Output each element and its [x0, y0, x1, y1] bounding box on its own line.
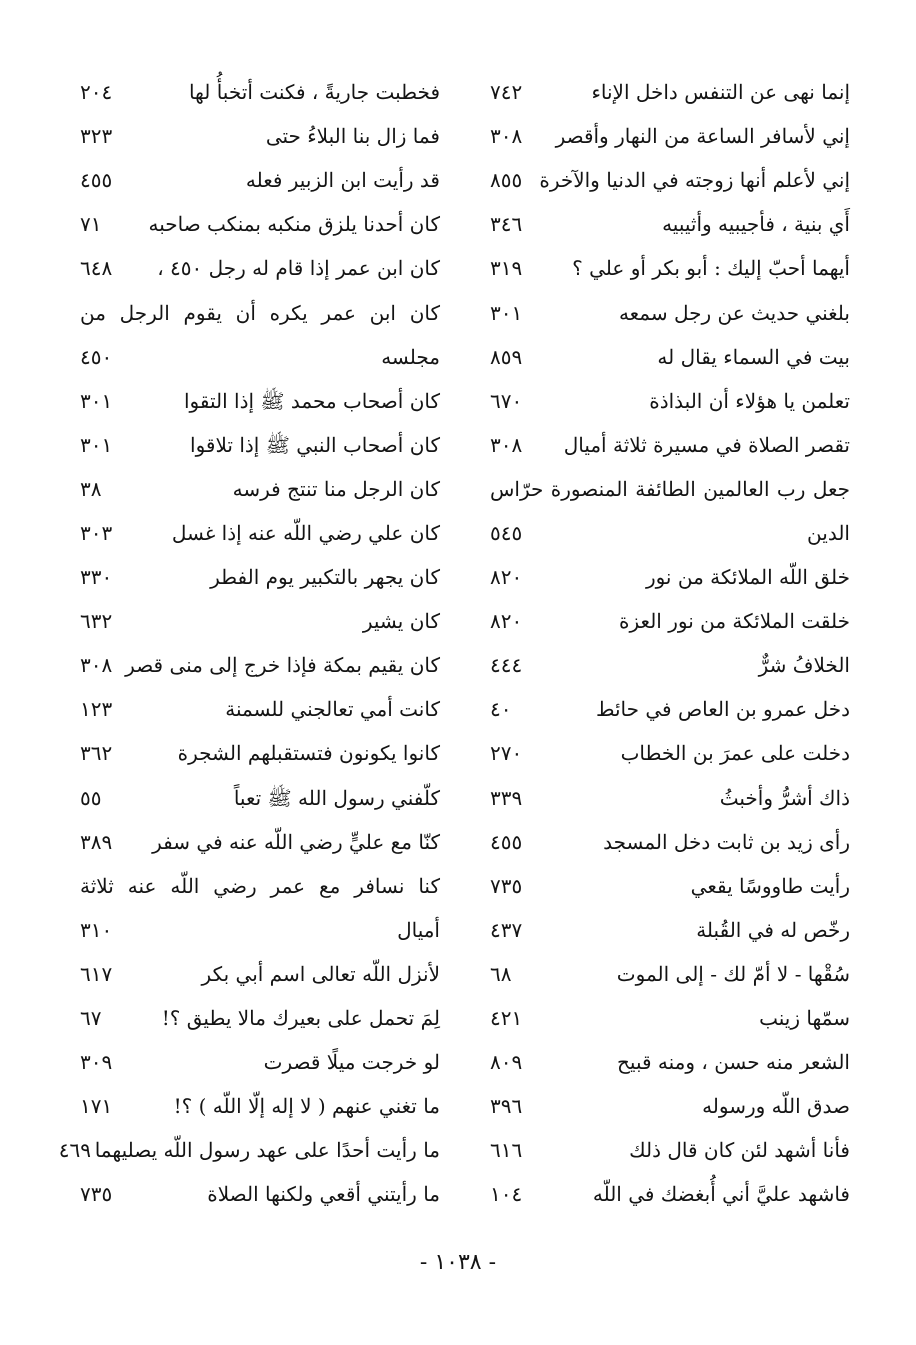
index-entry [80, 246, 440, 290]
entry-text: كان يشير [362, 609, 440, 634]
index-entry [80, 335, 440, 379]
entry-page-number: ٣٠٣ [80, 520, 113, 545]
entry-text: كان ابن عمر يكره أن يقوم الرجل من [80, 300, 440, 325]
entry-text: كنّا مع عليٍّ رضي اللّه عنه في سفر [152, 829, 440, 854]
index-entry [490, 158, 850, 202]
entry-page-number: ٣٢٣ [80, 124, 113, 149]
entry-text: تعلمن يا هؤلاء أن البذاذة [649, 388, 850, 413]
entry-page-number: ٢٠٤ [80, 80, 113, 105]
index-entry [80, 599, 440, 643]
entry-text: أَي بنية ، فأجيبيه وأثيبيه [662, 212, 850, 237]
index-entry [490, 511, 850, 555]
entry-text: كان أصحاب النبي ﷺ إذا تلاقوا [190, 432, 440, 457]
index-entry [490, 1128, 850, 1172]
entry-text: ما رأيتني أقعي ولكنها الصلاة [207, 1182, 440, 1207]
entry-text: تقصر الصلاة في مسيرة ثلاثة أميال [563, 432, 850, 457]
entry-text: ما رأيت أحدًا على عهد رسول اللّه يصليهما [94, 1138, 440, 1163]
entry-page-number: ٣٠٨ [490, 432, 523, 457]
entry-page-number: ٧٣٥ [490, 873, 523, 898]
entry-text: قد رأيت ابن الزبير فعله [245, 168, 440, 193]
index-entry [80, 467, 440, 511]
entry-text: بيت في السماء يقال له [657, 344, 850, 369]
index-entry [490, 290, 850, 334]
entry-page-number: ٦٨ [490, 961, 512, 986]
entry-text: ذاك أشرُّ وأخبثُ [719, 785, 850, 810]
index-entry [80, 555, 440, 599]
entry-text: لأنزل اللّه تعالى اسم أبي بكر [201, 961, 440, 986]
entry-page-number: ٣٠٨ [490, 124, 523, 149]
index-entry [490, 70, 850, 114]
index-entry [490, 908, 850, 952]
index-entry [80, 908, 440, 952]
entry-page-number: ٣٠٩ [80, 1050, 113, 1075]
entry-page-number: ٧١ [80, 212, 102, 237]
entry-text: لو خرجت ميلًا قصرت [263, 1050, 440, 1075]
index-entry [80, 158, 440, 202]
index-entry [80, 687, 440, 731]
entry-text: جعل رب العالمين الطائفة المنصورة حرّاس [490, 476, 850, 501]
entry-text: رأيت طاووسًا يقعي [690, 873, 850, 898]
entry-text: خلقت الملائكة من نور العزة [619, 609, 850, 634]
index-entry [80, 952, 440, 996]
entry-page-number: ٣٠١ [490, 300, 523, 325]
entry-text: كان علي رضي اللّه عنه إذا غسل [171, 520, 440, 545]
index-entry [490, 202, 850, 246]
index-entry [80, 423, 440, 467]
entry-text: رأى زيد بن ثابت دخل المسجد [603, 829, 850, 854]
entry-page-number: ٤٥٥ [80, 168, 113, 193]
entry-text: فخطبت جاريةً ، فكنت أتخبأُ لها [188, 80, 440, 105]
entry-page-number: ٤٠ [490, 697, 512, 722]
entry-text: دخل عمرو بن العاص في حائط [596, 697, 850, 722]
entry-page-number: ٨٥٥ [490, 168, 523, 193]
entry-text: كان يجهر بالتكبير يوم الفطر [210, 565, 440, 590]
entry-text: الدين [807, 520, 850, 545]
index-entry [80, 114, 440, 158]
entry-text: دخلت على عمرَ بن الخطاب [620, 741, 850, 766]
index-entry [490, 820, 850, 864]
index-entry [80, 1172, 440, 1216]
entry-page-number: ٤٣٧ [490, 917, 523, 942]
entry-page-number: ٤٤٤ [490, 653, 523, 678]
index-entry [490, 643, 850, 687]
entry-text: مجلسه [381, 344, 440, 369]
index-entry [490, 423, 850, 467]
entry-page-number: ٨٥٩ [490, 344, 523, 369]
entry-text: الشعر منه حسن ، ومنه قبيح [617, 1050, 850, 1075]
index-entry [80, 643, 440, 687]
entry-page-number: ٤٥٥ [490, 829, 523, 854]
entry-page-number: ١٢٣ [80, 697, 113, 722]
entry-text: كلّفني رسول الله ﷺ تعباً [233, 785, 440, 810]
entry-page-number: ٤٢١ [490, 1006, 523, 1031]
index-entry [490, 599, 850, 643]
entry-text: الخلافُ شرٌّ [758, 653, 850, 678]
entry-text: كان ابن عمر إذا قام له رجل ٤٥٠ ، [157, 256, 440, 281]
entry-text: لِمَ تحمل على بعيرك مالا يطيق ؟! [161, 1006, 440, 1031]
index-entry [490, 379, 850, 423]
entry-text: إني لأعلم أنها زوجته في الدنيا والآخرة [539, 168, 850, 193]
index-entry [80, 511, 440, 555]
entry-text: كان أصحاب محمد ﷺ إذا التقوا [183, 388, 440, 413]
index-entry [490, 1040, 850, 1084]
entry-page-number: ٣٦٢ [80, 741, 113, 766]
entry-page-number: ٣٣٠ [80, 565, 113, 590]
index-entry [80, 202, 440, 246]
index-entry [490, 555, 850, 599]
entry-page-number: ٥٥ [80, 785, 102, 810]
index-entry [80, 776, 440, 820]
entry-page-number: ٣٨٩ [80, 829, 113, 854]
entry-text: فاشهد عليَّ أني أُبغضك في اللّه [592, 1182, 850, 1207]
index-entry [490, 1084, 850, 1128]
index-entry [490, 246, 850, 290]
index-entry [490, 335, 850, 379]
index-entry [490, 114, 850, 158]
entry-text: ما تغني عنهم ( لا إله إلّا اللّه ) ؟! [173, 1094, 440, 1119]
index-entry [490, 952, 850, 996]
left-column [58, 70, 440, 1216]
entry-text: كانت أمي تعالجني للسمنة [225, 697, 440, 722]
entry-page-number: ٣١٩ [490, 256, 523, 281]
index-entry [80, 70, 440, 114]
index-entry [490, 1172, 850, 1216]
entry-text: سُقْها - لا أمّ لك - إلى الموت [616, 961, 850, 986]
entry-text: إنما نهى عن التنفس داخل الإناء [591, 80, 850, 105]
entry-text: فأنا أشهد لئن كان قال ذلك [629, 1138, 850, 1163]
entry-page-number: ٦٧٠ [490, 388, 523, 413]
entry-text: كان يقيم بمكة فإذا خرج إلى منى قصر [125, 653, 440, 678]
entry-text: كنا نسافر مع عمر رضي اللّه عنه ثلاثة [80, 873, 440, 898]
entry-page-number: ٣٣٩ [490, 785, 523, 810]
entry-page-number: ١٠٤ [490, 1182, 523, 1207]
entry-page-number: ٤٦٩ [58, 1138, 91, 1163]
entry-text: رخّص له في القُبلة [696, 917, 850, 942]
entry-text: كان الرجل منا تنتج فرسه [232, 476, 440, 501]
entry-page-number: ٣٤٦ [490, 212, 523, 237]
entry-page-number: ٣٠١ [80, 388, 113, 413]
index-entry [80, 731, 440, 775]
entry-page-number: ٣١٠ [80, 917, 113, 942]
entry-text: صدق اللّه ورسوله [702, 1094, 850, 1119]
entry-page-number: ٦٤٨ [80, 256, 113, 281]
index-entry [80, 1040, 440, 1084]
index-entry [490, 864, 850, 908]
index-entry [80, 290, 440, 334]
entry-page-number: ٢٧٠ [490, 741, 523, 766]
entry-page-number: ٤٥٠ [80, 344, 113, 369]
entry-page-number: ٨٢٠ [490, 565, 523, 590]
index-entry [58, 1128, 440, 1172]
entry-page-number: ٧٣٥ [80, 1182, 113, 1207]
entry-page-number: ٧٤٢ [490, 80, 523, 105]
entry-text: فما زال بنا البلاءُ حتى [265, 124, 440, 149]
index-entry [80, 379, 440, 423]
entry-page-number: ٥٤٥ [490, 520, 523, 545]
entry-text: إني لأسافر الساعة من النهار وأقصر [555, 124, 850, 149]
entry-page-number: ٨٠٩ [490, 1050, 523, 1075]
entry-page-number: ٦٧ [80, 1006, 102, 1031]
entry-text: أميال [397, 917, 440, 942]
index-entry [80, 864, 440, 908]
entry-text: بلغني حديث عن رجل سمعه [618, 300, 850, 325]
index-entry [80, 820, 440, 864]
entry-page-number: ٦١٦ [490, 1138, 523, 1163]
entry-text: كان أحدنا يلزق منكبه بمنكب صاحبه [148, 212, 440, 237]
entry-text: سمّها زينب [759, 1006, 850, 1031]
page-number-footer: - ١٠٣٨ - [419, 1250, 497, 1275]
entry-page-number: ٣٠١ [80, 432, 113, 457]
entry-page-number: ٣٨ [80, 476, 102, 501]
entry-text: كانوا يكونون فتستقبلهم الشجرة [177, 741, 440, 766]
index-entry [490, 731, 850, 775]
entry-text: خلق اللّه الملائكة من نور [645, 565, 850, 590]
index-entry [80, 996, 440, 1040]
entry-page-number: ١٧١ [80, 1094, 113, 1119]
index-entry [490, 467, 850, 511]
entry-page-number: ٦١٧ [80, 961, 113, 986]
entry-page-number: ٣٠٨ [80, 653, 113, 678]
entry-text: أيهما أحبّ إليك : أبو بكر أو علي ؟ [572, 256, 850, 281]
right-column [490, 70, 850, 1216]
index-entry [80, 1084, 440, 1128]
entry-page-number: ٣٩٦ [490, 1094, 523, 1119]
index-entry [490, 996, 850, 1040]
index-entry [490, 776, 850, 820]
entry-page-number: ٦٣٢ [80, 609, 113, 634]
entry-page-number: ٨٢٠ [490, 609, 523, 634]
index-entry [490, 687, 850, 731]
